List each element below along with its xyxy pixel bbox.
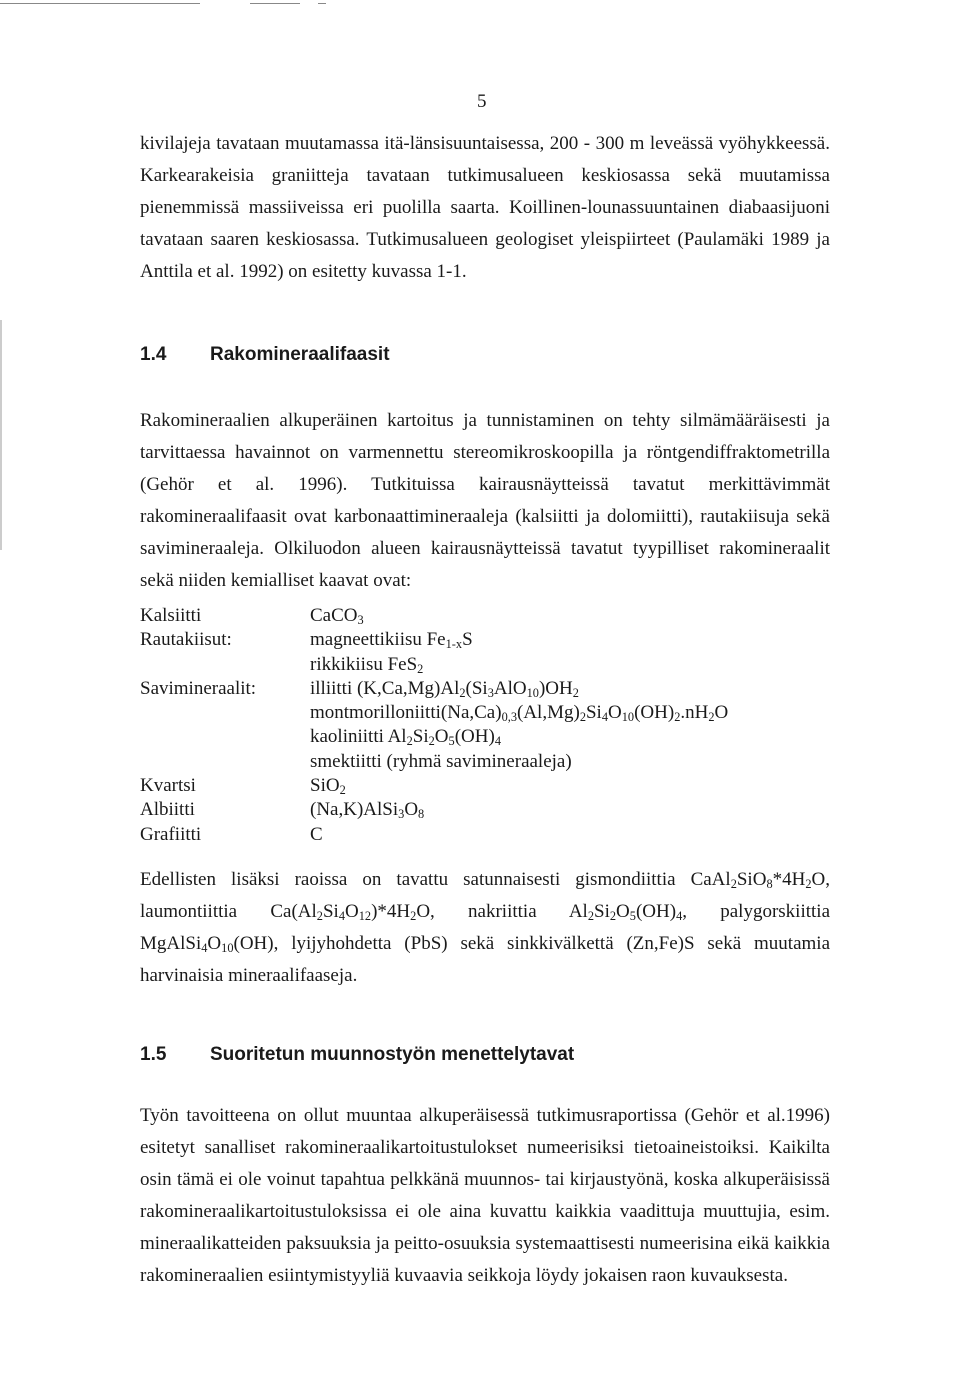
mineral-row bbox=[140, 604, 728, 628]
fracture-minerals-paragraph: Rakomineraalien alkuperäinen kartoitus ja tunnistaminen on tehty silmämääräisesti ja tarvittaessa havainnot on varmennettu stereomikroskoopilla ja röntgendiffraktometrilla (Gehör et al. 1996). Tutkituissa kairausnäytteissä tavatut merkittävimmät rakomineraalifaasit ovat karbonaattimineraaleja (kalsiitti ja dolomiitti), rautakiisuja sekä savimineraaleja. Olkiluodon alueen kairausnäytteissä tavatut tyypilliset rakomineraalit sekä niiden kemialliset kaavat ovat: bbox=[140, 410, 830, 591]
section-number: 1.5 bbox=[140, 1044, 167, 1065]
mineral-name: Rautakiisut: bbox=[140, 629, 232, 651]
mineral-row bbox=[140, 677, 728, 701]
scan-edge-mark bbox=[0, 3, 200, 4]
section-heading-1-4 bbox=[140, 343, 390, 367]
mineral-formula: $montmorilloniitti(Na,Ca)_{0,3}(Al,Mg)_2Si_4O_{10}(OH)_2.nH_2O$ bbox=[310, 702, 729, 725]
mineral-name bbox=[140, 653, 310, 677]
section-number: 1.4 bbox=[140, 344, 167, 365]
intro-paragraph: kivilajeja tavataan muutamassa itä-länsisuuntaisessa, 200 - 300 m leveässä vyöhykkeessä. Karkearakeisia graniitteja tavataan tutkimusalueen keskiosassa sekä muutamissa pienemmissä massiiveissa eri puolilla saarta. Koillinen-lounassuuntainen diabaasijuoni tavataan saaren keskiosassa. Tutkimusalueen geologiset yleispiirteet (Paulamäki 1989 ja Anttila et al. 1992) on esitetty kuvassa 1-1. bbox=[140, 133, 830, 282]
mineral-row bbox=[140, 628, 728, 652]
mineral-formula: $(Na,K)AlSi_3O_8$ bbox=[310, 799, 425, 822]
mineral-formula-list bbox=[140, 604, 728, 847]
section-heading-1-5 bbox=[140, 1043, 574, 1067]
section-title: Rakomineraalifaasit bbox=[210, 344, 390, 365]
mineral-formula: CaCO$_3$ bbox=[310, 605, 364, 628]
mineral-row bbox=[140, 774, 728, 798]
mineral-formula: SiO$_2$ bbox=[310, 775, 346, 798]
mineral-formula: magneettikiisu $Fe_{1-x}S$ bbox=[310, 629, 473, 652]
mineral-row bbox=[140, 725, 728, 749]
scan-edge-mark bbox=[318, 3, 326, 4]
mineral-name: Kvartsi bbox=[140, 775, 196, 797]
mineral-name: Kalsiitti bbox=[140, 605, 202, 626]
mineral-name: Albiitti bbox=[140, 799, 195, 821]
mineral-name bbox=[140, 701, 310, 725]
mineral-row bbox=[140, 798, 728, 822]
section-title: Suoritetun muunnostyön menettelytavat bbox=[210, 1044, 575, 1065]
mineral-formula: smektiitti (ryhmä savimineraaleja) bbox=[310, 750, 572, 772]
mineral-formula: kaoliniitti $Al_2Si_2O_5(OH)_4$ bbox=[310, 726, 501, 749]
mineral-row bbox=[140, 750, 728, 774]
mineral-name bbox=[140, 750, 310, 774]
mineral-formula: C bbox=[310, 823, 323, 845]
mineral-name: Grafiitti bbox=[140, 823, 202, 845]
scan-edge-mark bbox=[250, 3, 300, 4]
mineral-row bbox=[140, 823, 728, 847]
mineral-formula: illiitti $(K,Ca,Mg)Al_2(Si_3AlO_{10})OH_2$ bbox=[310, 677, 579, 700]
scan-left-edge bbox=[0, 320, 2, 550]
mineral-row bbox=[140, 701, 728, 725]
additional-minerals-paragraph: Edellisten lisäksi raoissa on tavattu satunnaisesti gismondiittia $CaAl_2SiO_8*4H_2O$, laumontiittia $Ca(Al_2Si_4O_{12})*4H_2O$, nakriittia $Al_2Si_2O_5(OH)_4$, palygorskiittia $MgAlSi_4O_{10}(OH)$, lyijyhohdetta (PbS) sekä sinkkivälkettä (Zn,Fe)S sekä muutamia harvinaisia mineraalifaaseja. bbox=[140, 869, 831, 986]
mineral-name bbox=[140, 725, 310, 749]
mineral-formula: rikkikiisu FeS$_2$ bbox=[310, 653, 424, 676]
page-number: 5 bbox=[477, 91, 487, 112]
mineral-name: Savimineraalit: bbox=[140, 677, 257, 699]
mineral-row bbox=[140, 653, 728, 677]
method-paragraph: Työn tavoitteena on ollut muuntaa alkuperäisessä tutkimusraportissa (Gehör et al.1996) esitetyt sanalliset rakomineraalikartoitustulokset numeerisiksi tietoaineistoiksi. Kaikilta osin tämä ei ole voinut tapahtua pelkkänä muunnos- tai kirjaustyönä, koska alkuperäisissä rakomineraalikartoitustuloksissa ei ole aina kuvattu kaikkia vaadittuja muuttujia, esim. mineraalikatteiden paksuuksia ja peitto-osuuksia systemaattisesti numeerisina eikä kaikkia rakomineraalien esiintymistyyliä kuvaavia seikkoja löydy jokaisen raon kuvauksesta. bbox=[140, 1105, 830, 1286]
